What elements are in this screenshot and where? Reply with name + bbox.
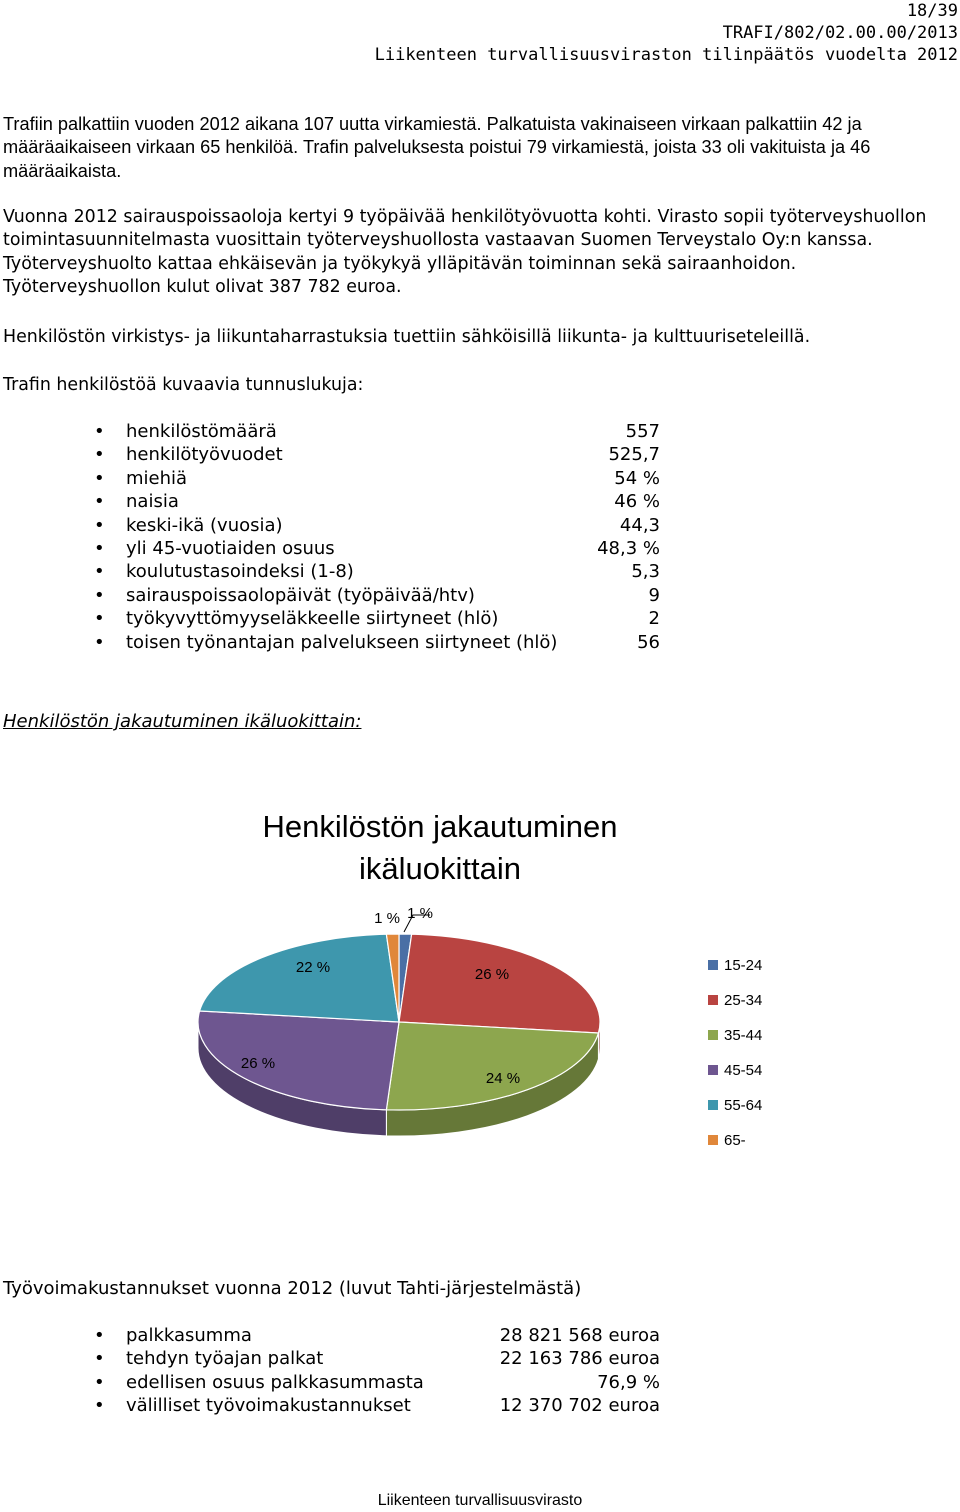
bullet-icon: • — [94, 1371, 105, 1393]
kpi-row — [0, 537, 660, 560]
kpi-row-value: 9 — [648, 584, 660, 606]
bullet-icon: • — [94, 467, 105, 489]
bullet-icon: • — [94, 537, 105, 559]
kpi-row — [0, 607, 660, 630]
legend-label-35-44: 35-44 — [724, 1027, 763, 1044]
kpi-row-label: työkyvyttömyyseläkkeelle siirtyneet (hlö) — [126, 608, 499, 630]
cost-section-title: Työvoimakustannukset vuonna 2012 (luvut Tahti-järjestelmästä) — [3, 1278, 582, 1299]
kpi-row-value: 56 — [637, 631, 660, 653]
kpi-row-label: keski-ikä (vuosia) — [126, 514, 283, 536]
page-footer: Liikenteen turvallisuusvirasto — [377, 1492, 583, 1509]
kpi-row — [0, 560, 660, 583]
data-label-25-34: 26 % — [474, 966, 510, 983]
kpi-row-label: miehiä — [126, 467, 188, 489]
legend-label-45-54: 45-54 — [724, 1062, 763, 1079]
legend-swatch-25-34 — [708, 995, 718, 1005]
age-section-title: Henkilöstön jakautuminen ikäluokittain: — [3, 711, 362, 732]
kpi-row-value: 44,3 — [619, 514, 660, 536]
legend-label-25-34: 25-34 — [724, 992, 763, 1009]
pie-slice-55-64 — [200, 934, 399, 1022]
cost-row-value: 22 163 786 euroa — [499, 1348, 660, 1370]
kpi-row-value: 557 — [625, 421, 660, 442]
bullet-icon: • — [94, 561, 105, 583]
kpi-row-value: 46 % — [614, 491, 660, 513]
data-label-35-44: 24 % — [485, 1070, 521, 1087]
kpi-list — [0, 420, 660, 654]
data-label-55-64: 22 % — [295, 959, 331, 976]
legend-swatch-15-24 — [708, 960, 718, 970]
kpi-row — [0, 443, 660, 466]
kpi-row-label: sairauspoissaolopäivät (työpäivää/htv) — [126, 584, 475, 606]
pie-slice-25-34 — [399, 934, 600, 1033]
kpi-row-value: 2 — [648, 608, 660, 630]
kpi-row-label: koulutustasoindeksi (1-8) — [126, 561, 354, 583]
cost-row-label: palkkasumma — [126, 1325, 252, 1346]
bullet-icon: • — [94, 584, 105, 606]
document-id: TRAFI/802/02.00.00/2013 — [722, 23, 958, 43]
legend-label-65-: 65- — [724, 1132, 746, 1149]
bullet-icon: • — [94, 444, 105, 466]
cost-row-value: 76,9 % — [597, 1371, 660, 1393]
kpi-row-value: 48,3 % — [597, 537, 660, 559]
kpi-row-label: naisia — [126, 491, 179, 513]
chart-title-line2: ikäluokittain — [359, 851, 521, 886]
document-title: Liikenteen turvallisuusviraston tilinpäätös vuodelta 2012 — [374, 45, 958, 65]
kpi-row — [0, 467, 660, 490]
cost-row — [0, 1324, 660, 1347]
kpi-row — [0, 631, 660, 654]
cost-list — [0, 1324, 660, 1418]
chart-legend — [708, 957, 762, 1149]
bullet-icon: • — [94, 1348, 105, 1370]
bullet-icon: • — [94, 491, 105, 513]
data-label-15-24: 1 % — [407, 905, 433, 922]
legend-label-55-64: 55-64 — [724, 1097, 763, 1114]
kpi-row — [0, 514, 660, 537]
bullet-icon: • — [94, 1395, 105, 1417]
legend-swatch-55-64 — [708, 1100, 718, 1110]
kpi-row — [0, 420, 660, 443]
page-number: 18/39 — [906, 1, 958, 21]
cost-row-label: tehdyn työajan palkat — [126, 1348, 324, 1370]
cost-row — [0, 1394, 660, 1417]
legend-swatch-45-54 — [708, 1065, 718, 1075]
cost-row-label: välilliset työvoimakustannukset — [126, 1395, 411, 1417]
pie-slices — [198, 934, 600, 1110]
data-label-65-: 1 % — [374, 910, 400, 927]
legend-label-15-24: 15-24 — [724, 957, 763, 974]
cost-row — [0, 1371, 660, 1394]
kpi-row-label: yli 45-vuotiaiden osuus — [126, 537, 335, 559]
cost-row-label: edellisen osuus palkkasummasta — [126, 1371, 424, 1393]
kpi-row-value: 54 % — [614, 467, 660, 489]
bullet-icon: • — [94, 514, 105, 536]
cost-row-value: 28 821 568 euroa — [499, 1325, 660, 1346]
paragraph-recreation: Henkilöstön virkistys- ja liikuntaharrastuksia tuettiin sähköisillä liikunta- ja kulttuuriseteleillä. — [3, 327, 811, 347]
bullet-icon: • — [94, 631, 105, 653]
paragraph-hiring: Trafiin palkattiin vuoden 2012 aikana 107 uutta virkamiestä. Palkatuista vakinaiseen virkaan palkattiin 42 ja määräaikaiseen virkaan 65 henkilöä. Trafin palveluksesta poistui 79 virkamiestä, joista 33 oli vakituista ja 46 määräaikaista. — [3, 114, 871, 181]
kpi-row — [0, 490, 660, 513]
legend-swatch-35-44 — [708, 1030, 718, 1040]
cost-row-value: 12 370 702 euroa — [499, 1395, 660, 1417]
kpi-row — [0, 584, 660, 607]
cost-row — [0, 1347, 660, 1370]
kpi-row-value: 525,7 — [608, 444, 660, 466]
kpi-row-label: henkilötyövuodet — [126, 444, 283, 466]
kpi-row-label: henkilöstömäärä — [126, 421, 277, 442]
bullet-icon: • — [94, 1325, 105, 1346]
legend-swatch-65- — [708, 1135, 718, 1145]
data-label-45-54: 26 % — [240, 1055, 276, 1072]
bullet-icon: • — [94, 608, 105, 630]
bullet-icon: • — [94, 421, 105, 442]
chart-title: Henkilöstön jakautuminen — [262, 809, 618, 844]
kpi-row-value: 5,3 — [631, 561, 660, 583]
paragraph-sick-leave: Vuonna 2012 sairauspoissaoloja kertyi 9 työpäivää henkilötyövuotta kohti. Virasto sopii työterveyshuollon toimintasuunnitelmasta vuosittain työterveyshuollosta vastaavan Suomen Terveystalo Oy:n kanssa. Työterveyshuolto kattaa ehkäisevän ja työkykyä ylläpitävän toiminnan sekä sairaanhoidon. Työterveyshuollon kulut olivat 387 782 euroa. — [3, 207, 927, 297]
age-pie-chart — [0, 790, 960, 1260]
kpi-row-label: toisen työnantajan palvelukseen siirtyneet (hlö) — [126, 631, 558, 653]
paragraph-kpi-intro: Trafin henkilöstöä kuvaavia tunnuslukuja: — [3, 375, 364, 395]
